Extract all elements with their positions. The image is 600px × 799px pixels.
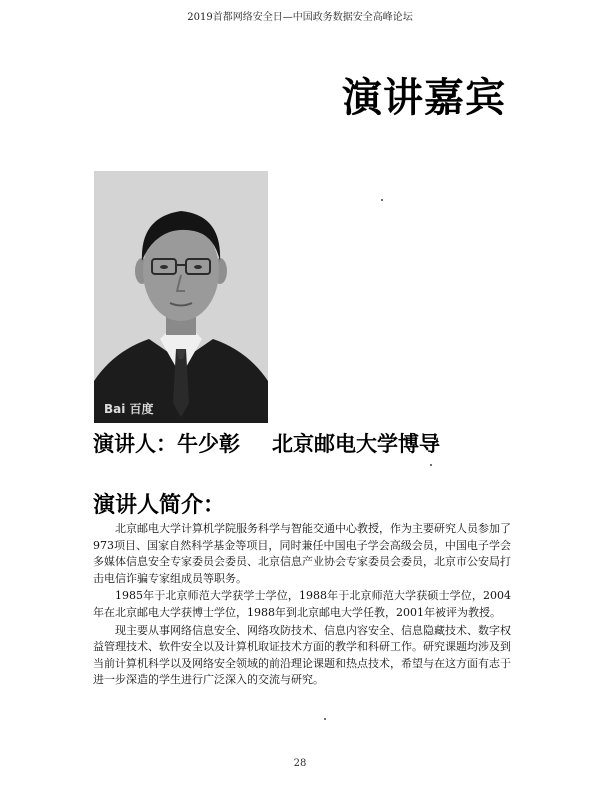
- scan-speck: [381, 199, 383, 201]
- speaker-photo: [94, 171, 268, 423]
- speaker-name: 演讲人：牛少彰: [93, 432, 240, 456]
- intro-heading: 演讲人简介：: [93, 493, 226, 518]
- bio-paragraph: 北京邮电大学计算机学院服务科学与智能交通中心教授，作为主要研究人员参加了973项目、国家自然科学基金等项目，同时兼任中国电子学会高级会员，中国电子学会多媒体信息安全专家委员会委员、北京信息产业协会专家委员会委员，北京市公安局打击电信诈骗专家组成员等职务。: [93, 522, 511, 585]
- page-title: 演讲嘉宾: [342, 75, 506, 121]
- bio-paragraph: 1985年于北京师范大学获学士学位，1988年于北京师范大学获硕士学位，2004年在北京邮电大学获博士学位，1988年到北京邮电大学任教，2001年被评为教授。: [93, 589, 511, 619]
- bio-text: [93, 521, 511, 690]
- scan-speck: [324, 718, 326, 720]
- portrait-illustration: [94, 171, 268, 423]
- speaker-affiliation: 北京邮电大学博导: [272, 432, 440, 456]
- bio-paragraph: 现主要从事网络信息安全、网络攻防技术、信息内容安全、信息隐藏技术、数字权益管理技术、软件安全以及计算机取证技术方面的教学和科研工作。研究课题均涉及到当前计算机科学以及网络安全领域的前沿理论课题和热点技术，希望与在这方面有志于进一步深造的学生进行广泛深入的交流与研究。: [93, 623, 511, 687]
- scan-speck: [430, 464, 432, 466]
- speaker-line: [93, 428, 440, 458]
- page-number: 28: [293, 758, 307, 769]
- page-header: 2019首都网络安全日—中国政务数据安全高峰论坛: [187, 12, 413, 23]
- photo-watermark: Bai 百度: [104, 402, 154, 416]
